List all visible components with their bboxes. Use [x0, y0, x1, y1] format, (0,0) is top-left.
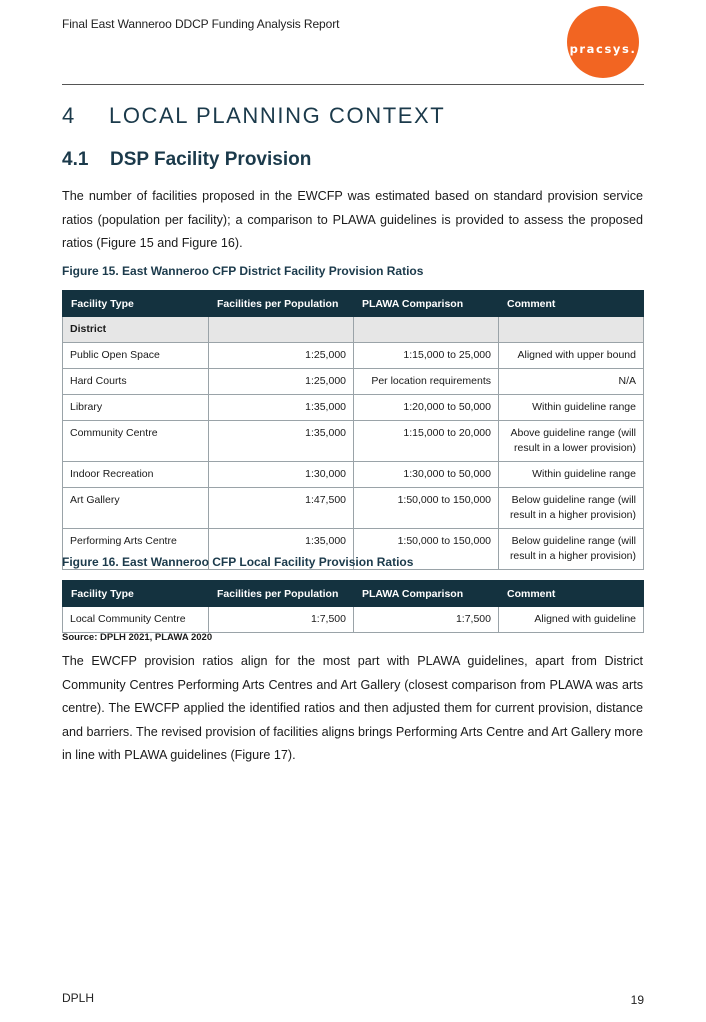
table-cell-ratio: 1:47,500: [209, 488, 354, 529]
column-header-facility-type: Facility Type: [63, 581, 209, 607]
closing-paragraph: The EWCFP provision ratios align for the most part with PLAWA guidelines, apart from District Community Centres Performing Arts Centres and Art Gallery (closest comparison from PLAWA was arts centre). The EWCFP applied the identified ratios and then adjusted them for current provision, distance and barriers. The revised provision of facilities aligns brings Performing Arts Centre and Art Gallery more in line with PLAWA guidelines (Figure 17).: [62, 654, 643, 762]
table-cell-facility: Art Gallery: [63, 488, 209, 529]
column-header-comment: Comment: [499, 581, 644, 607]
table-cell-comment: Aligned with guideline: [499, 607, 644, 633]
intro-paragraph: The number of facilities proposed in the EWCFP was estimated based on standard provision service ratios (population per facility); a comparison to PLAWA guidelines is provided to assess the proposed ratios (Figure 15 and Figure 16).: [62, 189, 643, 250]
table-row: [63, 607, 644, 633]
group-label: District: [63, 317, 209, 343]
table-cell-comment: N/A: [499, 369, 644, 395]
table-row: [63, 421, 644, 462]
table-header-row: [63, 291, 644, 317]
section-number: 4.1: [62, 149, 89, 170]
column-header-comment: Comment: [499, 291, 644, 317]
figure-16-caption: Figure 16. East Wanneroo CFP Local Facility Provision Ratios: [62, 555, 414, 569]
table-row: [63, 395, 644, 421]
table-cell-empty: [354, 317, 499, 343]
logo-text: pracsys.: [569, 42, 637, 56]
table-cell-comment: Within guideline range: [499, 395, 644, 421]
table-row: [63, 462, 644, 488]
column-header-plawa-comparison: PLAWA Comparison: [354, 581, 499, 607]
table-cell-ratio: 1:25,000: [209, 343, 354, 369]
source-note: Source: DPLH 2021, PLAWA 2020: [62, 632, 213, 643]
table-cell-ratio: 1:35,000: [209, 395, 354, 421]
table-cell-comment: Below guideline range (will result in a higher provision): [499, 488, 644, 529]
chapter-title: LOCAL PLANNING CONTEXT: [109, 103, 446, 128]
table-cell-ratio: 1:7,500: [209, 607, 354, 633]
table-cell-plawa: 1:30,000 to 50,000: [354, 462, 499, 488]
column-header-plawa-comparison: PLAWA Comparison: [354, 291, 499, 317]
table-cell-facility: Indoor Recreation: [63, 462, 209, 488]
table-cell-empty: [499, 317, 644, 343]
table-cell-ratio: 1:35,000: [209, 421, 354, 462]
table-cell-plawa: 1:15,000 to 25,000: [354, 343, 499, 369]
header-divider: [62, 84, 644, 85]
table-cell-facility: Community Centre: [63, 421, 209, 462]
table-cell-facility: Hard Courts: [63, 369, 209, 395]
district-provision-table: [62, 290, 644, 570]
table-cell-facility: Public Open Space: [63, 343, 209, 369]
table-cell-plawa: Per location requirements: [354, 369, 499, 395]
figure-15-caption: Figure 15. East Wanneroo CFP District Facility Provision Ratios: [62, 264, 424, 278]
table-cell-comment: Aligned with upper bound: [499, 343, 644, 369]
table-cell-ratio: 1:30,000: [209, 462, 354, 488]
table-cell-ratio: 1:35,000: [209, 529, 354, 570]
local-provision-table: [62, 580, 644, 633]
table-cell-plawa: 1:50,000 to 150,000: [354, 529, 499, 570]
table-cell-plawa: 1:50,000 to 150,000: [354, 488, 499, 529]
table-header-row: [63, 581, 644, 607]
table-cell-empty: [209, 317, 354, 343]
table-cell-comment: Below guideline range (will result in a higher provision): [499, 529, 644, 570]
section-title: DSP Facility Provision: [110, 149, 312, 170]
page-number: 19: [630, 993, 644, 1007]
table-cell-plawa: 1:7,500: [354, 607, 499, 633]
chapter-number: 4: [62, 103, 76, 128]
table-cell-comment: Within guideline range: [499, 462, 644, 488]
chapter-heading: [62, 103, 445, 129]
table-cell-facility: Library: [63, 395, 209, 421]
table-cell-comment: Above guideline range (will result in a lower provision): [499, 421, 644, 462]
table-row: [63, 369, 644, 395]
table-cell-facility: Performing Arts Centre: [63, 529, 209, 570]
table-cell-plawa: 1:20,000 to 50,000: [354, 395, 499, 421]
table-cell-plawa: 1:15,000 to 20,000: [354, 421, 499, 462]
column-header-facilities-per-population: Facilities per Population: [209, 291, 354, 317]
table-cell-facility: Local Community Centre: [63, 607, 209, 633]
column-header-facility-type: Facility Type: [63, 291, 209, 317]
section-heading: [62, 149, 311, 171]
table-row: [63, 488, 644, 529]
table-group-row: [63, 317, 644, 343]
table-row: [63, 343, 644, 369]
column-header-facilities-per-population: Facilities per Population: [209, 581, 354, 607]
table-cell-ratio: 1:25,000: [209, 369, 354, 395]
footer-client: DPLH: [62, 991, 95, 1005]
pracsys-logo: [567, 6, 639, 78]
report-header-title: Final East Wanneroo DDCP Funding Analysis Report: [62, 17, 340, 31]
